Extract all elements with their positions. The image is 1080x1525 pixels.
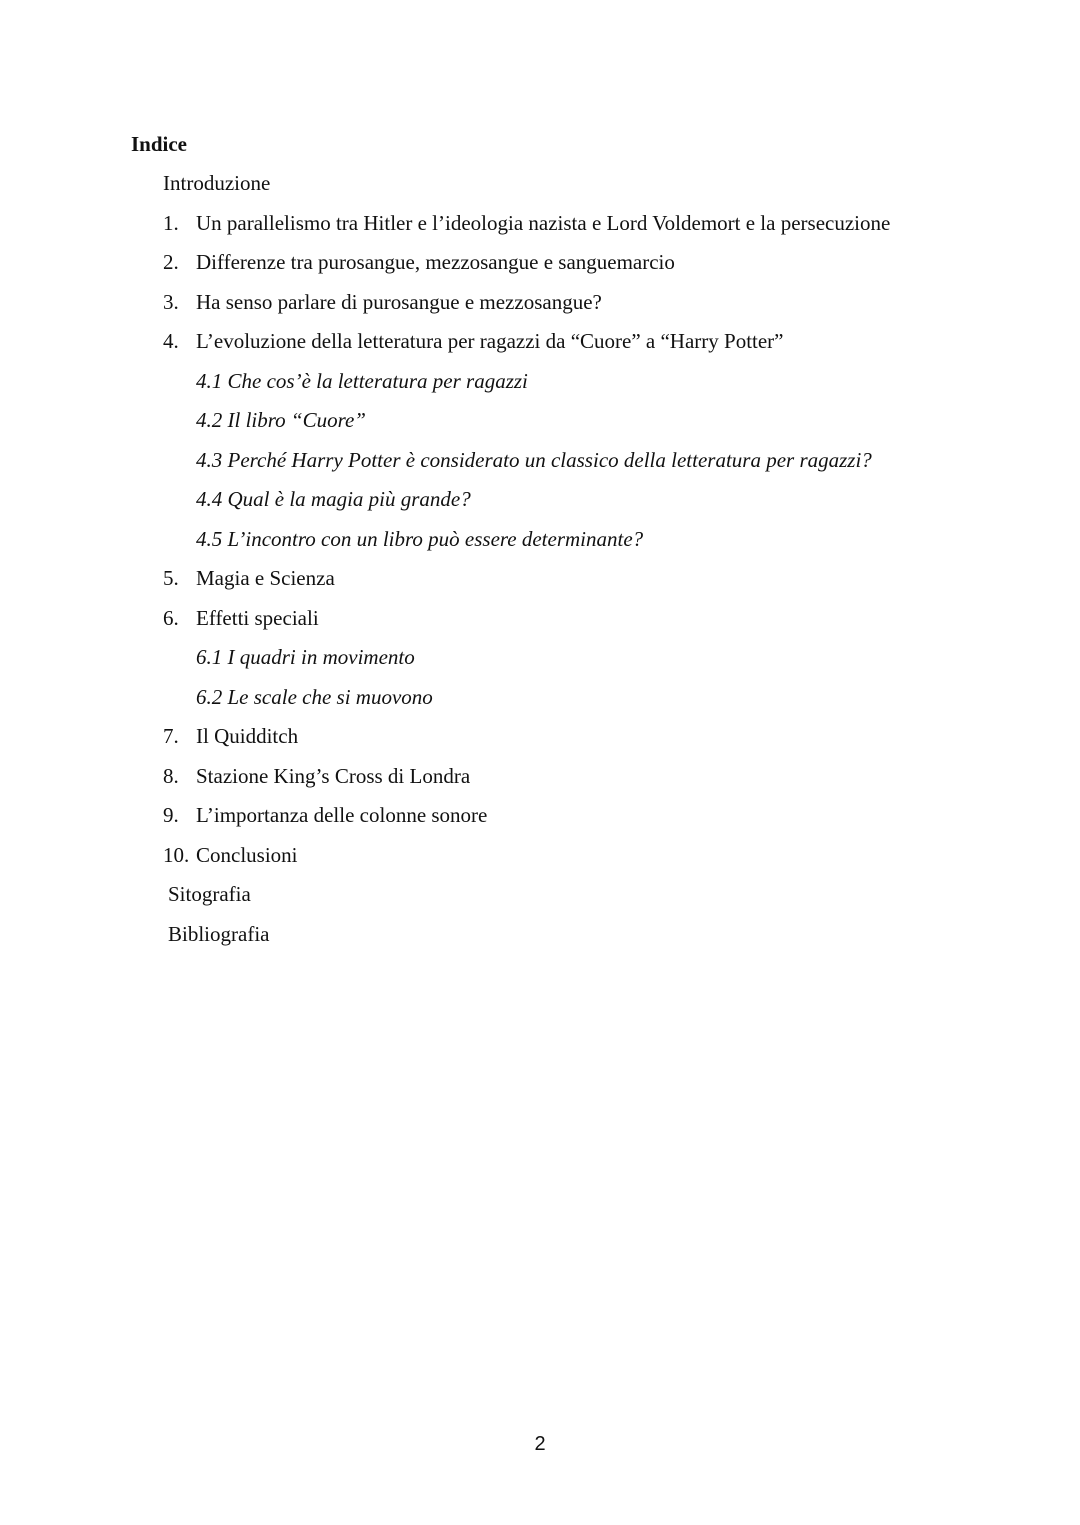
toc-entry-text: L’importanza delle colonne sonore xyxy=(196,803,488,827)
toc-entry xyxy=(163,289,602,315)
toc-entry xyxy=(163,249,675,275)
toc-subentry xyxy=(196,644,415,670)
toc-entry xyxy=(168,881,251,907)
toc-entry-text: Stazione King’s Cross di Londra xyxy=(196,764,471,788)
toc-entry-text: 4.4 Qual è la magia più grande? xyxy=(196,487,471,511)
toc-entry-number: 7. xyxy=(163,724,179,748)
toc-entry-text: Ha senso parlare di purosangue e mezzosangue? xyxy=(196,290,602,314)
toc-entry-number: 3. xyxy=(163,290,179,314)
toc-entry-number: 5. xyxy=(163,566,179,590)
toc-entry-text: L’evoluzione della letteratura per ragazzi da “Cuore” a “Harry Potter” xyxy=(196,329,784,353)
toc-entry-number: 4. xyxy=(163,329,179,353)
toc-entry-text: Differenze tra purosangue, mezzosangue e sanguemarcio xyxy=(196,250,675,274)
toc-entry-text: 4.5 L’incontro con un libro può essere determinante? xyxy=(196,527,644,551)
toc-entry xyxy=(163,842,298,868)
toc-subentry xyxy=(196,486,471,512)
toc-entry xyxy=(163,605,319,631)
toc-entry-number: 8. xyxy=(163,764,179,788)
toc-subentry xyxy=(196,407,366,433)
toc-subentry xyxy=(196,447,872,473)
toc-entry-number: 10. xyxy=(163,843,190,867)
toc-entry xyxy=(163,328,784,354)
toc-subentry xyxy=(196,368,528,394)
toc-entry-number: 9. xyxy=(163,803,179,827)
page-number: 2 xyxy=(534,1433,546,1455)
toc-entry-text: Magia e Scienza xyxy=(196,566,335,590)
toc-entry-number: 1. xyxy=(163,211,179,235)
toc-entry xyxy=(163,763,470,789)
toc-entry-text: 4.3 Perché Harry Potter è considerato un classico della letteratura per ragazzi? xyxy=(196,448,872,472)
toc-entry xyxy=(163,565,335,591)
toc-entry-text: 6.1 I quadri in movimento xyxy=(196,645,415,669)
toc-entry-text: 4.1 Che cos’è la letteratura per ragazzi xyxy=(196,369,528,393)
toc-entry xyxy=(168,921,269,947)
toc-entry-text: Il Quidditch xyxy=(196,724,299,748)
toc-entry-text: Introduzione xyxy=(163,171,271,195)
toc-subentry xyxy=(196,684,433,710)
toc-entry-text: 4.2 Il libro “Cuore” xyxy=(196,408,366,432)
toc-entry-number: 2. xyxy=(163,250,179,274)
toc-entry xyxy=(163,723,298,749)
toc-entry-text: Bibliografia xyxy=(168,922,270,946)
toc-entry xyxy=(163,170,270,196)
toc-title: Indice xyxy=(131,132,188,156)
toc-entry xyxy=(163,210,890,236)
toc-entry-text: Sitografia xyxy=(168,882,251,906)
toc-entry-text: Conclusioni xyxy=(196,843,298,867)
toc-entry-text: 6.2 Le scale che si muovono xyxy=(196,685,433,709)
toc-entry-text: Un parallelismo tra Hitler e l’ideologia nazista e Lord Voldemort e la persecuzione xyxy=(196,211,891,235)
toc-subentry xyxy=(196,526,643,552)
toc-entry-text: Effetti speciali xyxy=(196,606,319,630)
toc-entry xyxy=(163,802,487,828)
toc-entry-number: 6. xyxy=(163,606,179,630)
